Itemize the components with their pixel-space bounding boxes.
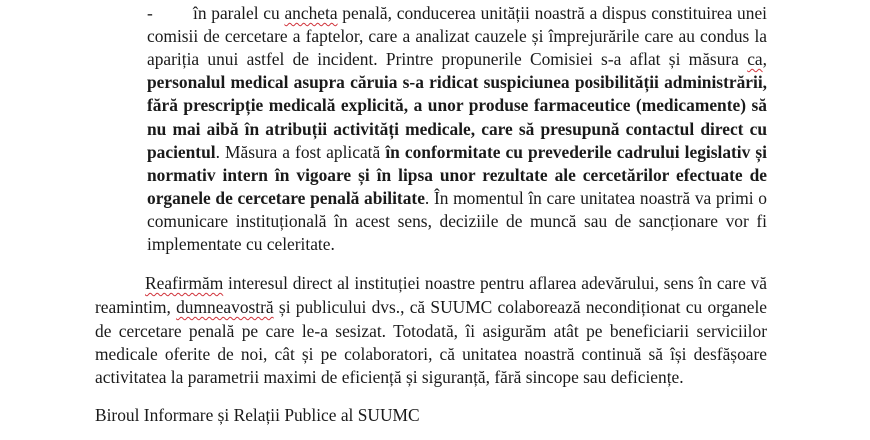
- text-line: [147, 233, 335, 256]
- spellcheck-flagged-word: ancheta: [284, 3, 338, 23]
- text-run: interesul direct al instituției noastre pentru aflarea adevărului, sens în care vă: [223, 273, 767, 293]
- spellcheck-flagged-word: ca: [747, 49, 763, 69]
- bold-text: în conformitate cu prevederile cadrului legislativ și: [385, 142, 767, 162]
- text-run: implementate cu celeritate.: [147, 234, 335, 254]
- text-run: comunicare instituțională în acest sens, deciziile de muncă sau de sancționare vor fi: [147, 211, 767, 231]
- text-run: . Măsura a fost aplicată: [215, 142, 386, 162]
- text-run: activitatea la parametrii maximi de eficiență și siguranță, fără sincope sau deficiențe.: [95, 367, 684, 387]
- text-line: [147, 141, 767, 164]
- text-line: [147, 25, 767, 48]
- spellcheck-flagged-word: Reafirmăm: [145, 273, 224, 293]
- text-line: [95, 320, 767, 343]
- text-line: [147, 94, 767, 117]
- spellcheck-flagged-word: dumneavostră: [176, 297, 274, 317]
- text-line: [145, 272, 767, 295]
- text-run: comisii de cercetare a faptelor, care a analizat cauzele și împrejurările care au condus la: [147, 26, 767, 46]
- text-run: . În momentul în care unitatea noastră va primi o: [424, 188, 767, 208]
- text-line: [95, 343, 767, 366]
- bold-text: pacientul: [147, 142, 216, 162]
- text-line: [147, 71, 767, 94]
- text-run: reamintim,: [95, 297, 177, 317]
- signature: Biroul Informare și Relații Publice al SUUMC: [95, 405, 420, 425]
- text-run: ,: [762, 49, 767, 69]
- text-run: de cercetare penală pe care le-a sesizat. Totodată, îi asigurăm atât pe beneficiarii serviciilor: [95, 321, 767, 341]
- bold-text: personalul medical asupra căruia s-a ridicat suspiciunea posibilității administrării,: [147, 72, 767, 92]
- text-line: [147, 164, 767, 187]
- text-line: [147, 210, 767, 233]
- bullet-dash: -: [147, 3, 153, 23]
- text-run: penală, conducerea unității noastră a dispus constituirea unei: [337, 3, 767, 23]
- text-run: și publicului dvs., că SUUMC colaborează necondiționat cu organele: [273, 297, 767, 317]
- text-line: [147, 48, 767, 71]
- text-line: [95, 366, 684, 389]
- text-line: [147, 187, 767, 210]
- text-line: [193, 2, 767, 25]
- bold-text: fără prescripție medicală explicită, a unor produse farmaceutice (medicamente) să: [147, 95, 767, 115]
- text-run: medicale oferite de noi, cât și pe colaboratori, că unitatea noastră continuă să își desfășoare: [95, 344, 767, 364]
- bold-text: nu mai aibă în atribuții activități medicale, care să presupună contactul direct cu: [147, 119, 767, 139]
- bold-text: organele de cercetare penală abilitate: [147, 188, 425, 208]
- text-line: [147, 118, 767, 141]
- text-line: [95, 296, 767, 319]
- text-run: apariția unui astfel de incident. Printre propunerile Comisiei s-a aflat și măsura: [147, 49, 748, 69]
- text-run: în paralel cu: [193, 3, 285, 23]
- bold-text: normativ intern în vigoare și în lipsa unor rezultate ale cercetărilor efectuate de: [147, 165, 767, 185]
